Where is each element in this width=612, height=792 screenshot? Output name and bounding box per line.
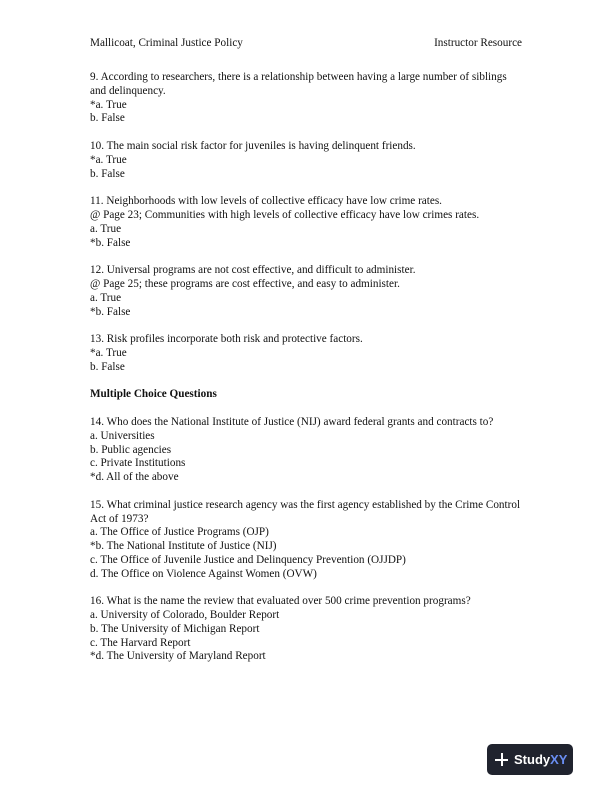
answer-line: *b. False (90, 305, 131, 318)
answer-line: *b. False (90, 236, 131, 249)
question-stem: 13. Risk profiles incorporate both risk and protective factors. (90, 333, 363, 346)
answer-line: a. True (90, 291, 122, 304)
answer-line: b. Public agencies (90, 443, 172, 456)
question-block (90, 333, 522, 374)
answer-line: *a. True (90, 98, 127, 111)
answer-line: b. False (90, 360, 125, 373)
badge-brand-main: Study (514, 751, 551, 767)
question-stem: 11. Neighborhoods with low levels of collective efficacy have low crime rates. (90, 195, 442, 208)
question-block (90, 499, 522, 582)
section-title: Multiple Choice Questions (90, 388, 217, 401)
question-stem: 9. According to researchers, there is a relationship between having a large number of siblings and delinquency. (90, 71, 507, 97)
answer-line: *a. True (90, 346, 127, 359)
answer-line: *b. The National Institute of Justice (NIJ) (90, 540, 277, 553)
answer-line: *a. True (90, 153, 127, 166)
answer-line: *d. The University of Maryland Report (90, 650, 266, 663)
answer-line: c. The Harvard Report (90, 636, 191, 649)
answer-line: b. False (90, 112, 125, 125)
answer-line: @ Page 25; these programs are cost effective, and easy to administer. (90, 277, 400, 290)
question-block (90, 195, 522, 250)
answer-line: a. True (90, 222, 122, 235)
answer-line: *d. All of the above (90, 471, 179, 484)
question-stem: 15. What criminal justice research agency was the first agency established by the Crime Control Act of 1973? (90, 498, 521, 525)
plus-icon (495, 753, 508, 766)
answer-line: c. The Office of Juvenile Justice and Delinquency Prevention (OJJDP) (90, 553, 406, 566)
page-header (90, 37, 522, 51)
question-block (90, 416, 522, 485)
document-body (90, 71, 522, 678)
badge-brand-accent: XY (550, 751, 568, 767)
answer-line: c. Private Institutions (90, 457, 186, 470)
question-stem: 10. The main social risk factor for juveniles is having delinquent friends. (90, 139, 416, 152)
answer-line: d. The Office on Violence Against Women (OVW) (90, 567, 317, 580)
question-stem: 16. What is the name the review that evaluated over 500 crime prevention programs? (90, 595, 471, 608)
header-title: Mallicoat, Criminal Justice Policy (90, 37, 243, 49)
multiple-choice-questions (90, 416, 522, 664)
question-block (90, 264, 522, 319)
header-resource-label: Instructor Resource (434, 37, 522, 49)
answer-line: a. The Office of Justice Programs (OJP) (90, 526, 269, 539)
question-block (90, 71, 522, 126)
studyxy-badge[interactable] (487, 744, 573, 775)
true-false-questions (90, 71, 522, 375)
question-stem: 14. Who does the National Institute of Justice (NIJ) award federal grants and contracts to? (90, 415, 494, 428)
answer-line: b. False (90, 167, 125, 180)
question-block (90, 140, 522, 181)
question-stem: 12. Universal programs are not cost effective, and difficult to administer. (90, 264, 416, 277)
question-block (90, 595, 522, 664)
answer-line: a. Universities (90, 429, 155, 442)
answer-line: a. University of Colorado, Boulder Report (90, 609, 280, 622)
answer-line: b. The University of Michigan Report (90, 622, 260, 635)
answer-line: @ Page 23; Communities with high levels of collective efficacy have low crimes rates. (90, 208, 480, 221)
